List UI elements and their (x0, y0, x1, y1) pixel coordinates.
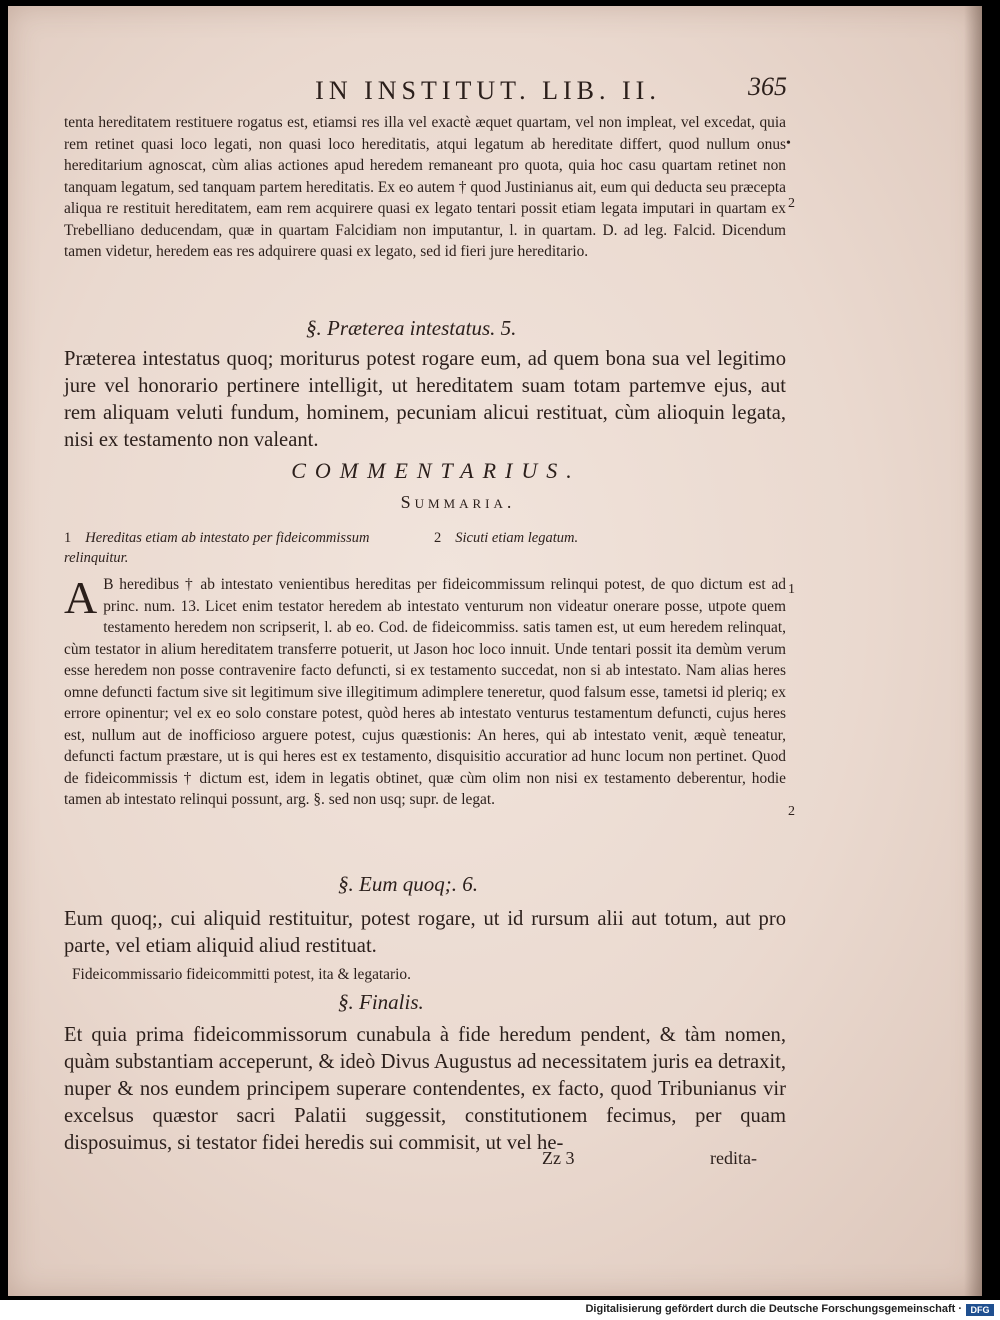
margin-mark: • (786, 136, 791, 151)
catchword: redita- (710, 1148, 757, 1168)
margin-note-number: 2 (788, 804, 795, 819)
summary-item-text: Hereditas etiam ab intestato per fideicommissum relinquitur. (64, 530, 370, 566)
running-head: IN INSTITUT. LIB. II. (315, 76, 661, 105)
margin-note-number: 2 (788, 196, 795, 211)
summary-item-number: 1 (64, 530, 72, 546)
summary-item (434, 528, 704, 548)
book-page (8, 6, 982, 1296)
section-heading-praeterea: §. Præterea intestatus. 5. (306, 316, 517, 340)
dfg-logo: DFG (966, 1304, 994, 1316)
paragraph-law-text-5: Præterea intestatus quoq; moriturus potest rogare eum, ad quem bona sua vel legitimo jure vel honorario pertinere intelligit, ut hereditatem suam totam partemve ejus, aut rem aliquam veluti fundum, hominem, pecuniam alicui restituat, cùm alioquin legata, nisi ex testamento non valeant. (64, 348, 786, 451)
page-number: 365 (748, 72, 787, 101)
section-heading-finalis: §. Finalis. (338, 990, 424, 1014)
drop-cap-letter: A (64, 572, 98, 623)
margin-note-number: 1 (788, 582, 795, 597)
paragraph-commentary-main-text: B heredibus † ab intestato venientibus hereditas per fideicommissum relinqui potest, de quo dictum est ad princ. num. 13. Licet enim testator heredem ab intestato venturum non videatur onerare posse, utpote quem testamento heredem non scripserit, l. ab eo. Cod. de fideicommiss. satis tamen est, ut eum heredem relinquat, cùm testator in alium hereditatem transferre potuerit, ut Jason hoc loco innuit. Unde tentari possit ita demùm verum esse heredem non posse contravenire facto defuncti, si ex testamento succedat, non si ab intestato. Nam alias heres omne defuncti factum sive sit legitimum sive illegitimum adimplere teneretur, quod falsum esse, tametsi id pleriq; ex errore opinentur; vel ex eo solo constare potest, quòd heres ab intestato venturus testamentum defuncti, cujus heres est, nullum aut de inofficioso arguere potest, cujus quæstionis: An heres, qui ab intestato venit, æquè teneatur, defuncti factum præstare, ut is qui heres est ex testamento, disquisitio accuratior ad hunc locum non pertinet. Quod de fideicommissis † dictum est, idem in legatis obtinet, quæ cùm olim non nisi ex testamento deberentur, hodie tamen ab intestato relinqui possunt, arg. §. sed non usq; supr. de legat. (64, 576, 786, 808)
page-edge-shadow (964, 6, 982, 1296)
paragraph-commentary-main (64, 574, 786, 811)
section-heading-eum-quoque: §. Eum quoq;. 6. (338, 872, 478, 896)
commentarius-heading: COMMENTARIUS. (291, 458, 581, 483)
summary-item-number: 2 (434, 530, 442, 546)
funding-credit-text: Digitalisierung gefördert durch die Deutsche Forschungsgemeinschaft · (585, 1303, 962, 1315)
paragraph-commentary-continuation: tenta hereditatem restituere rogatus est, etiamsi res illa vel exactè æquet quartam, vel non impleat, vel excedat, quia rem retinet quasi loco legati, non quasi loco hereditatis, atqui legatum ab hereditate differt, quod nullum onus hereditarium agnoscat, cùm alias actiones apud heredem remaneant pro quota, quia hoc casu quartam retinet non tanquam legatum, sed tanquam partem hereditatis. Ex eo autem † quod Justinianus ait, eum qui deducta seu præcepta aliqua re restituit hereditatem, eam rem acquirere quasi ex legato tentari possit etiam legata imputari in quartam ex Trebelliano deducendam, quæ in quartam Falcidiam non imputantur, l. in quartam. D. ad leg. Falcid. Dicendum tamen videtur, heredem eas res adquirere quasi ex legato, sed id fieri jure hereditario. (64, 114, 786, 260)
summary-item-text: Sicuti etiam legatum. (455, 530, 579, 546)
paragraph-law-text-6: Eum quoq;, cui aliquid restituitur, potest rogare, ut id rursum alii aut totum, aut pro parte, vel etiam aliquid aliud restituat. (64, 908, 786, 957)
signature-mark: Zz 3 (542, 1148, 575, 1168)
summary-item (64, 528, 394, 568)
summaria-heading: Summaria. (400, 492, 516, 512)
paragraph-summary-note: Fideicommissario fideicommitti potest, ita & legatario. (72, 966, 411, 983)
digitization-footer (0, 1300, 1000, 1320)
paragraph-law-text-final: Et quia prima fideicommissorum cunabula à fide heredum pendent, & tàm nomen, quàm substantiam acceperunt, & ideò Divus Augustus ad necessitatem juris ea detraxit, nuper & nos eundem principem superare contendentes, ex facto, quod Tribunianus vir excelsus quæstor sacri Palatii suggessit, constitutionem fecimus, per quam disposuimus, si testator fidei heredis sui commisit, ut vel he- (64, 1024, 786, 1154)
